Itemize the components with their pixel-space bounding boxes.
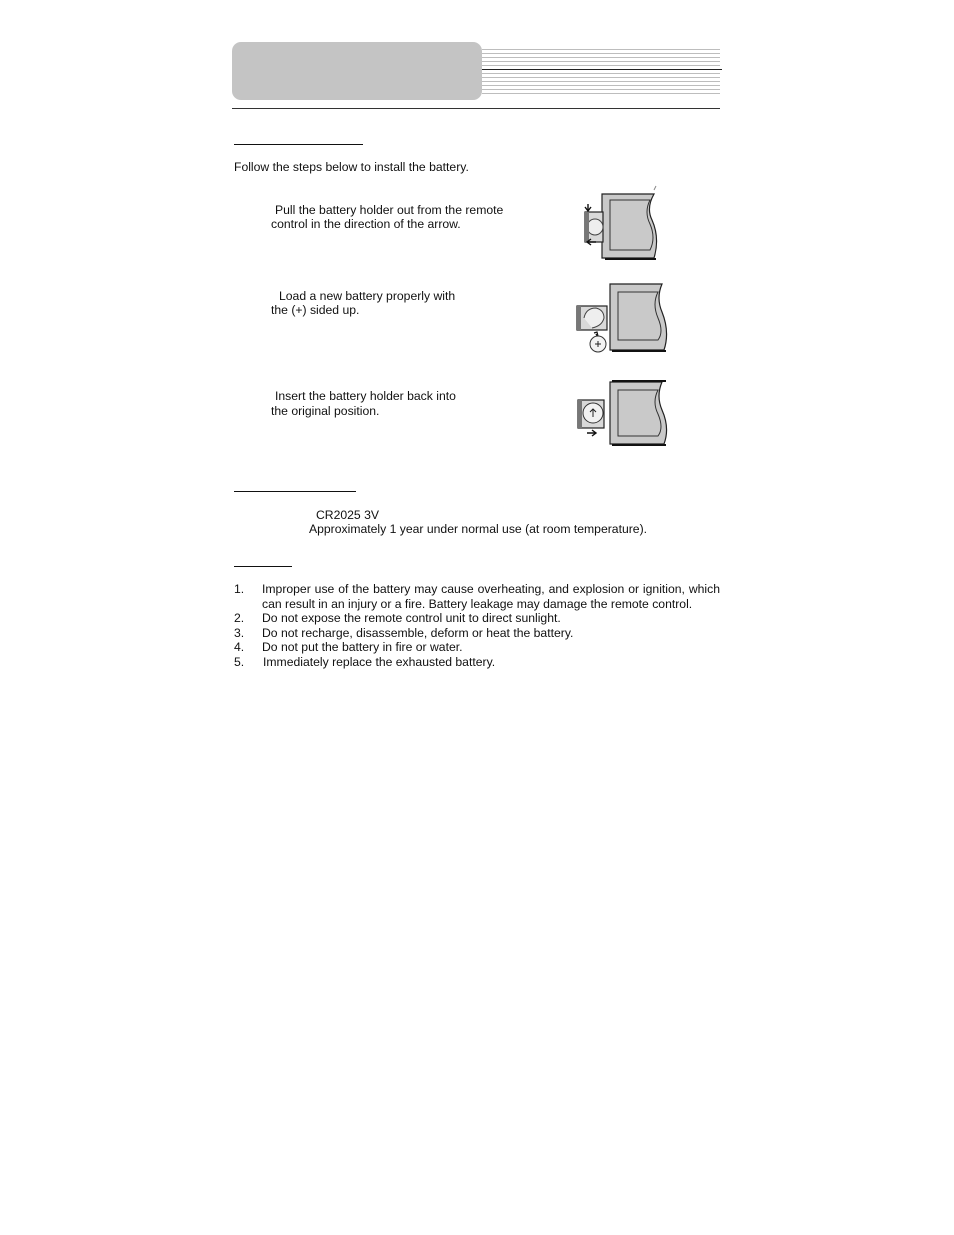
step-1-line-2: control in the direction of the arrow.	[271, 217, 461, 231]
step-2-line-2: the (+) sided up.	[271, 303, 360, 317]
list-item: 3. Do not recharge, disassemble, deform or heat the battery.	[234, 625, 574, 640]
intro-text: Follow the steps below to install the battery.	[234, 160, 469, 174]
step-1-line-1: Pull the battery holder out from the remote	[275, 203, 504, 217]
illustration-load-battery	[574, 278, 674, 360]
header-rule	[232, 108, 720, 109]
section-heading-underline-3	[234, 566, 292, 567]
list-item: 1. Improper use of the battery may cause overheating, and explosion or ignition, which can result in an injury or a fire. Battery leakage may damage the remote control.	[234, 582, 720, 611]
caution-list	[234, 582, 720, 669]
section-heading-underline-2	[234, 491, 356, 492]
step-2-line-1: Load a new battery properly with	[279, 289, 456, 303]
section-heading-underline	[234, 144, 363, 145]
step-3-line-2: the original position.	[271, 404, 380, 418]
battery-life-value: Approximately 1 year under normal use (at room temperature).	[309, 522, 648, 536]
chapter-header-tab	[232, 42, 482, 100]
arrow-right-icon	[587, 430, 596, 436]
illustration-insert-holder	[576, 376, 672, 450]
list-item: 2. Do not expose the remote control unit to direct sunlight.	[234, 611, 561, 625]
arrow-down-icon	[585, 204, 591, 211]
list-item: 5. Immediately replace the exhausted battery.	[234, 654, 496, 669]
list-item: 4. Do not put the battery in fire or water.	[234, 640, 463, 654]
step-3-line-1: Insert the battery holder back into	[275, 389, 456, 403]
illustration-pull-holder	[580, 186, 670, 266]
battery-type-value: CR2025 3V	[316, 508, 380, 522]
